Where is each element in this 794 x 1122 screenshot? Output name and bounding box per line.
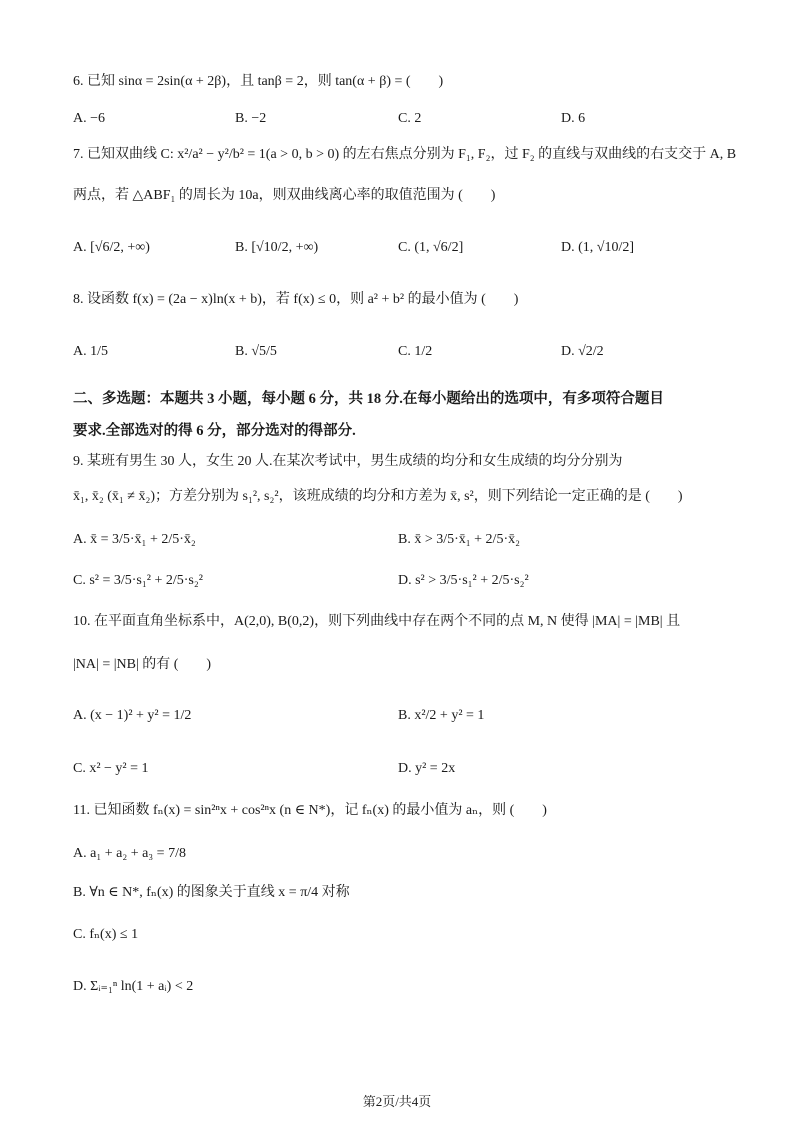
q8-option-d: D. √2/2 bbox=[561, 344, 604, 359]
q10-stem-line1: 10. 在平面直角坐标系中，A(2,0), B(0,2)，则下列曲线中存在两个不同的点 M, N 使得 |MA| = |MB| 且 bbox=[73, 614, 681, 629]
q7-option-a: A. [√6/2, +∞) bbox=[73, 240, 150, 255]
q10-option-d: D. y² = 2x bbox=[398, 761, 456, 776]
q10-option-c: C. x² − y² = 1 bbox=[73, 761, 149, 776]
q11-stem: 11. 已知函数 fₙ(x) = sin²ⁿx + cos²ⁿx (n ∈ N*)，记 fₙ(x) 的最小值为 aₙ，则 ( ) bbox=[73, 803, 547, 818]
q10-option-a: A. (x − 1)² + y² = 1/2 bbox=[73, 708, 192, 723]
q11-option-d: D. Σᵢ₌₁ⁿ ln(1 + aᵢ) < 2 bbox=[73, 979, 194, 994]
section2-heading-line1: 二、多选题：本题共 3 小题，每小题 6 分，共 18 分.在每小题给出的选项中，有多项符合题目 bbox=[73, 391, 664, 407]
q10-stem-line2: |NA| = |NB| 的有 ( ) bbox=[73, 657, 212, 672]
q9-stem-line2: x̄₁, x̄₂ (x̄₁ ≠ x̄₂)；方差分别为 s₁², s₂²，该班成绩的均分和方差为 x̄, s²，则下列结论一定正确的是 ( ) bbox=[73, 489, 683, 504]
page-footer: 第2页/共4页 bbox=[362, 1094, 432, 1109]
q8-option-b: B. √5/5 bbox=[235, 344, 277, 359]
q7-stem-line1: 7. 已知双曲线 C: x²/a² − y²/b² = 1(a > 0, b > 0) 的左右焦点分别为 F₁, F₂，过 F₂ 的直线与双曲线的右支交于 A, B bbox=[73, 147, 737, 162]
q7-option-d: D. (1, √10/2] bbox=[561, 240, 635, 255]
q6-option-d: D. 6 bbox=[561, 111, 586, 126]
q6-option-c: C. 2 bbox=[398, 111, 422, 126]
q10-option-b: B. x²/2 + y² = 1 bbox=[398, 708, 485, 723]
q6-option-b: B. −2 bbox=[235, 111, 267, 126]
q11-option-b: B. ∀n ∈ N*, fₙ(x) 的图象关于直线 x = π/4 对称 bbox=[73, 885, 350, 900]
q6-stem: 6. 已知 sinα = 2sin(α + 2β)，且 tanβ = 2，则 tan(α + β) = ( ) bbox=[73, 74, 444, 89]
q9-option-b: B. x̄ > 3/5·x̄₁ + 2/5·x̄₂ bbox=[398, 532, 520, 547]
q8-option-c: C. 1/2 bbox=[398, 344, 433, 359]
q9-option-c: C. s² = 3/5·s₁² + 2/5·s₂² bbox=[73, 573, 203, 588]
q8-stem: 8. 设函数 f(x) = (2a − x)ln(x + b)，若 f(x) ≤ 0，则 a² + b² 的最小值为 ( ) bbox=[73, 292, 519, 307]
q7-option-b: B. [√10/2, +∞) bbox=[235, 240, 319, 255]
q9-option-d: D. s² > 3/5·s₁² + 2/5·s₂² bbox=[398, 573, 529, 588]
q7-stem-line2: 两点，若 △ABF₁ 的周长为 10a，则双曲线离心率的取值范围为 ( ) bbox=[73, 188, 496, 203]
q11-option-a: A. a₁ + a₂ + a₃ = 7/8 bbox=[73, 846, 186, 861]
q9-stem-line1: 9. 某班有男生 30 人，女生 20 人.在某次考试中，男生成绩的均分和女生成绩的均分分别为 bbox=[73, 454, 623, 469]
q8-option-a: A. 1/5 bbox=[73, 344, 108, 359]
section2-heading-line2: 要求.全部选对的得 6 分，部分选对的得部分. bbox=[73, 423, 356, 439]
q11-option-c: C. fₙ(x) ≤ 1 bbox=[73, 927, 139, 942]
q7-option-c: C. (1, √6/2] bbox=[398, 240, 464, 255]
q6-option-a: A. −6 bbox=[73, 111, 106, 126]
q9-option-a: A. x̄ = 3/5·x̄₁ + 2/5·x̄₂ bbox=[73, 532, 196, 547]
